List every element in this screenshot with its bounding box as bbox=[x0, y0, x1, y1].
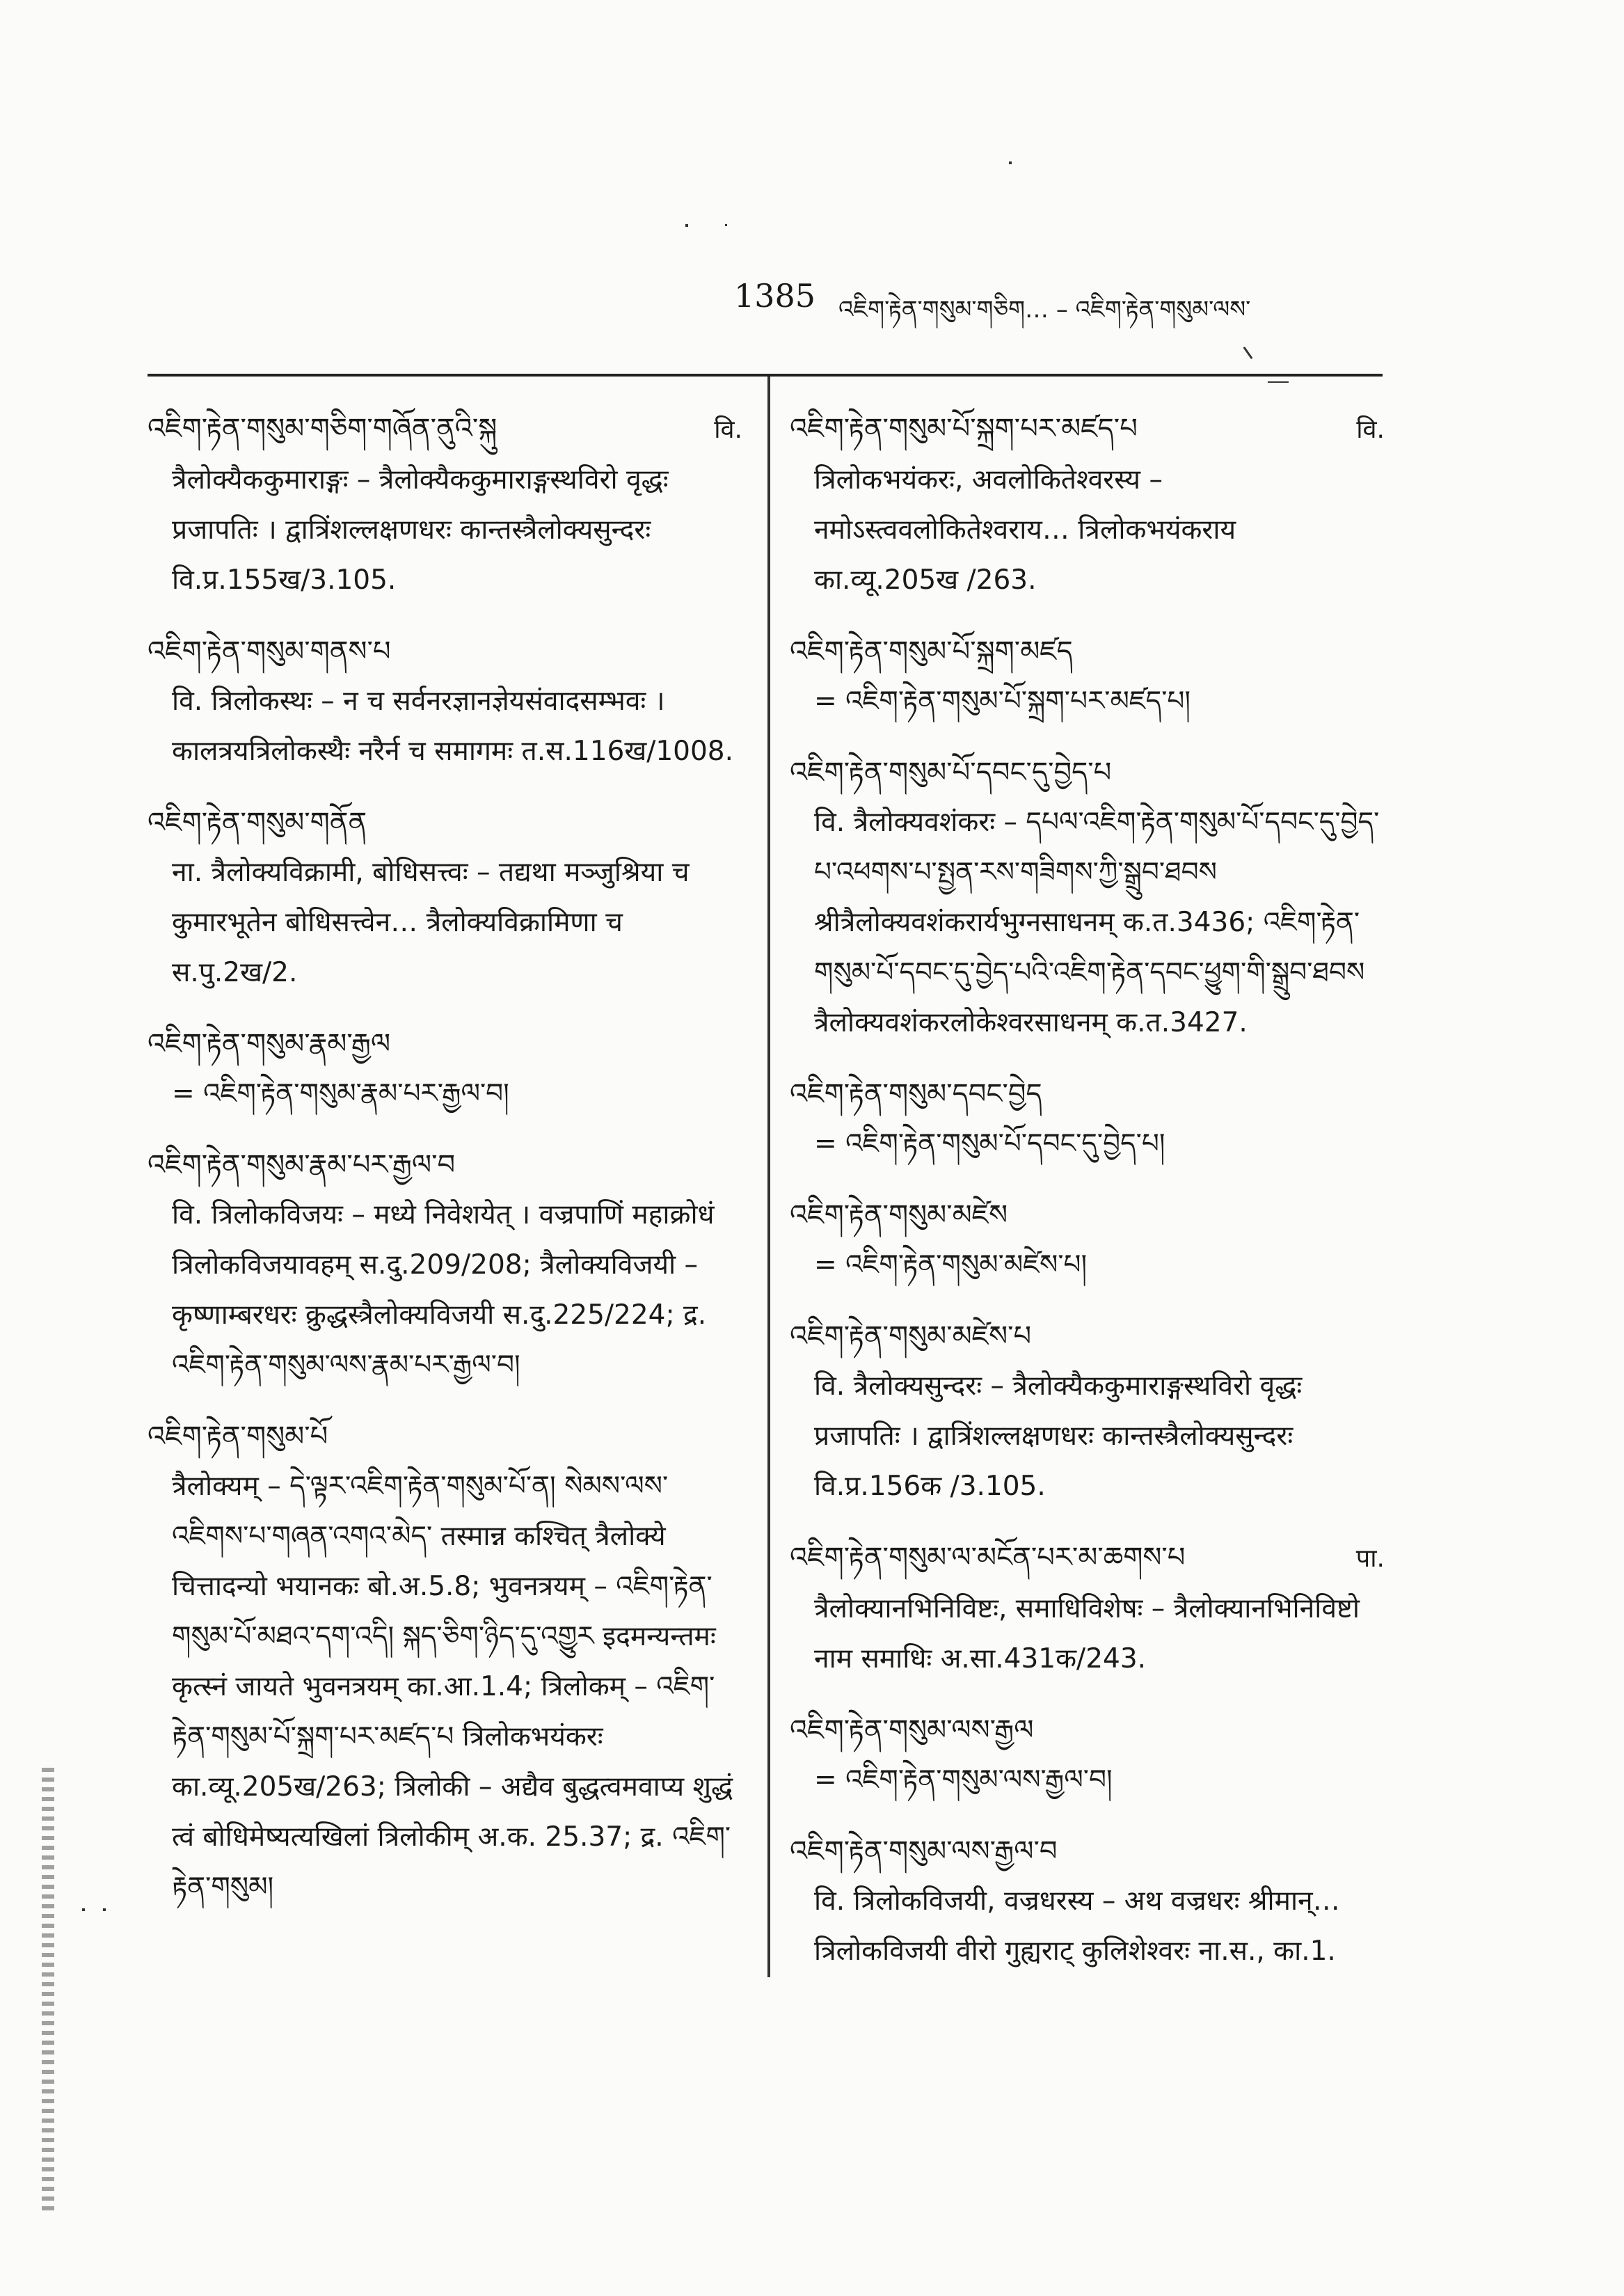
left-column bbox=[148, 404, 742, 1933]
column-divider bbox=[767, 377, 770, 1977]
headword: འཇིག་རྟེན་གསུམ་གནས་པ bbox=[148, 635, 391, 667]
dictionary-entry bbox=[790, 1705, 1385, 1805]
entry-headline bbox=[148, 1019, 742, 1069]
entry-definition: = འཇིག་རྟེན་གསུམ་མཛེས་པ། bbox=[814, 1249, 1088, 1281]
entry-headline bbox=[790, 1705, 1385, 1755]
headword: འཇིག་རྟེན་གསུམ་ལས་རྒྱལ་བ bbox=[790, 1835, 1058, 1867]
headword: འཇིག་རྟེན་གསུམ་པོ་དབང་དུ་བྱེད་པ bbox=[790, 757, 1112, 789]
scan-speck bbox=[725, 224, 727, 226]
entry-headline bbox=[148, 798, 742, 848]
scan-speck bbox=[1268, 381, 1289, 383]
headword: འཇིག་རྟེན་གསུམ་ལ་མངོན་པར་མ་ཆགས་པ bbox=[790, 1542, 1186, 1574]
headword: འཇིག་རྟེན་གསུམ་མཛེས་པ bbox=[790, 1320, 1032, 1352]
entry-headline bbox=[148, 626, 742, 676]
dictionary-entry bbox=[790, 747, 1385, 1048]
entry-headline bbox=[790, 1190, 1385, 1240]
entry-definition: वि. त्रैलोक्यवशंकरः – དཔལ་འཇིག་རྟེན་གསུམ་པོ་དབང་དུ་བྱེད་པ་འཕགས་པ་སྤྱན་རས་གཟིགས་ཀྱི་སྒྲུབ་ཐབས श्रीत्रैलोक्यवशंकरार्यभुग्नसाधनम् क.त.3436; འཇིག་རྟེན་གསུམ་པོ་དབང་དུ་བྱེད་པའི་འཇིག་རྟེན་དབང་ཕྱུག་གི་སྒྲུབ་ཐབས त्रैलोक्यवशंकरलोकेश्वरसाधनम् क.त.3427. bbox=[814, 807, 1380, 1038]
headword: འཇིག་རྟེན་གསུམ་པོ་སྐྲག་མཛད bbox=[790, 635, 1073, 667]
entry-headline bbox=[148, 1140, 742, 1190]
page-number: 1385 bbox=[734, 277, 816, 315]
entry-definition: वि. त्रिलोकविजयी, वज्रधरस्य – अथ वज्रधरः श्रीमान्… त्रिलोकविजयी वीरो गुह्यराट् कुलिशेश्वरः ना.स., का.1. bbox=[814, 1885, 1340, 1967]
scan-speck bbox=[685, 224, 688, 227]
entry-definition: = འཇིག་རྟེན་གསུམ་ལས་རྒྱལ་བ། bbox=[814, 1764, 1113, 1796]
guide-words: འཇིག་རྟེན་གསུམ་གཅིག… – འཇིག་རྟེན་གསུམ་ལས་ bbox=[838, 296, 1251, 324]
scan-margin-shadow bbox=[42, 1768, 54, 2213]
entry-definition: = འཇིག་རྟེན་གསུམ་པོ་དབང་དུ་བྱེད་པ། bbox=[814, 1128, 1165, 1159]
dictionary-entry bbox=[148, 1140, 742, 1391]
dictionary-entry bbox=[790, 1190, 1385, 1290]
entry-headline bbox=[148, 1411, 742, 1462]
grammar-label: वि. bbox=[714, 415, 742, 444]
dictionary-entry bbox=[148, 626, 742, 777]
dictionary-entry bbox=[790, 1311, 1385, 1512]
headword: འཇིག་རྟེན་གསུམ་པོ bbox=[148, 1420, 328, 1452]
dictionary-entry bbox=[148, 1019, 742, 1119]
dictionary-entry bbox=[790, 1826, 1385, 1977]
entry-definition: त्रैलोक्यैककुमाराङ्गः – त्रैलोक्यैककुमाराङ्गस्थविरो वृद्धः प्रजापतिः । द्वात्रिंशल्लक्षणधरः कान्तस्त्रैलोक्यसुन्दरः वि.प्र.155ख/3.105. bbox=[172, 464, 669, 596]
entry-definition: त्रिलोकभयंकरः, अवलोकितेश्वरस्य – नमोऽस्त्ववलोकितेश्वराय… त्रिलोकभयंकराय का.व्यू.205ख /263. bbox=[814, 464, 1236, 596]
grammar-label: पा. bbox=[1355, 1544, 1385, 1573]
headword: འཇིག་རྟེན་གསུམ་རྣམ་པར་རྒྱལ་བ bbox=[148, 1149, 456, 1181]
dictionary-entry bbox=[148, 1411, 742, 1913]
entry-headline bbox=[790, 1533, 1385, 1584]
entry-headline bbox=[148, 404, 742, 455]
page-header bbox=[734, 277, 1395, 326]
headword: འཇིག་རྟེན་གསུམ་དབང་བྱེད bbox=[790, 1078, 1042, 1110]
dictionary-entry bbox=[790, 404, 1385, 605]
entry-definition: त्रैलोक्यानभिनिविष्टः, समाधिविशेषः – त्रैलोक्यानभिनिविष्टो नाम समाधिः अ.सा.431क/243. bbox=[814, 1593, 1360, 1675]
entry-headline bbox=[790, 404, 1385, 455]
entry-definition: = འཇིག་རྟེན་གསུམ་རྣམ་པར་རྒྱལ་བ། bbox=[172, 1078, 509, 1109]
headword: འཇིག་རྟེན་གསུམ་རྣམ་རྒྱལ bbox=[148, 1028, 391, 1060]
entry-headline bbox=[790, 1826, 1385, 1876]
headword: འཇིག་རྟེན་གསུམ་པོ་སྐྲག་པར་མཛད་པ bbox=[790, 413, 1138, 445]
entry-definition: वि. त्रिलोकविजयः – मध्ये निवेशयेत् । वज्रपाणिं महाक्रोधं त्रिलोकविजयावहम् स.दु.209/208; त्रैलोक्यविजयी – कृष्णाम्बरधरः क्रुद्धस्त्रैलोक्यविजयी स.दु.225/224; द्र. འཇིག་རྟེན་གསུམ་ལས་རྣམ་པར་རྒྱལ་བ། bbox=[172, 1199, 715, 1381]
headword: འཇིག་རྟེན་གསུམ་ལས་རྒྱལ bbox=[790, 1714, 1034, 1746]
entry-definition: = འཇིག་རྟེན་གསུམ་པོ་སྐྲག་པར་མཛད་པ། bbox=[814, 686, 1191, 717]
entry-definition: वि. त्रैलोक्यसुन्दरः – त्रैलोक्यैककुमाराङ्गस्थविरो वृद्धः प्रजापतिः । द्वात्रिंशल्लक्षणधरः कान्तस्त्रैलोक्यसुन्दरः वि.प्र.156क /3.105. bbox=[814, 1370, 1303, 1502]
dictionary-entry bbox=[148, 798, 742, 998]
scan-speck bbox=[103, 1908, 106, 1911]
entry-definition: त्रैलोक्यम् – དེ་ལྟར་འཇིག་རྟེན་གསུམ་པོ་ན། སེམས་ལས་འཇིགས་པ་གཞན་འགའ་མེད་ तस्मान्न कश्चित् त्रैलोक्ये चित्तादन्यो भयानकः बो.अ.5.8; भुवनत्रयम् – འཇིག་རྟེན་གསུམ་པོ་མཐའ་དག་འདི། སྐད་ཅིག་ཉིད་དུ་འགྱུར इदमन्यन्तमः कृत्स्नं जायते भुवनत्रयम् का.आ.1.4; त्रिलोकम् – འཇིག་རྟེན་གསུམ་པོ་སྐྲག་པར་མཛད་པ त्रिलोकभयंकरः का.व्यू.205ख/263; त्रिलोकी – अद्यैव बुद्धत्वमवाप्य शुद्धं त्वं बोधिमेष्यत्यखिलां त्रिलोकीम् अ.क. 25.37; द्र. འཇིག་རྟེན་གསུམ། bbox=[172, 1471, 733, 1903]
entry-headline bbox=[790, 1311, 1385, 1361]
dictionary-entry bbox=[790, 1533, 1385, 1684]
dictionary-entry bbox=[790, 626, 1385, 727]
grammar-label: वि. bbox=[1356, 415, 1385, 444]
right-column bbox=[790, 404, 1385, 1997]
headword: འཇིག་རྟེན་གསུམ་གཅིག་གཞོན་ནུའི་སྐུ bbox=[148, 413, 497, 445]
scan-speck bbox=[1009, 161, 1012, 164]
entry-definition: ना. त्रैलोक्यविक्रामी, बोधिसत्त्वः – तद्यथा मञ्जुश्रिया च कुमारभूतेन बोधिसत्त्वेन… त्रैलोक्यविक्रामिणा च स.पु.2ख/2. bbox=[172, 857, 690, 988]
scan-speck bbox=[82, 1908, 85, 1911]
entry-headline bbox=[790, 747, 1385, 798]
headword: འཇིག་རྟེན་གསུམ་གནོན bbox=[148, 807, 367, 839]
headword: འཇིག་རྟེན་གསུམ་མཛེས bbox=[790, 1199, 1008, 1231]
dictionary-entry bbox=[790, 1069, 1385, 1169]
entry-headline bbox=[790, 626, 1385, 676]
entry-headline bbox=[790, 1069, 1385, 1119]
entry-definition: वि. त्रिलोकस्थः – न च सर्वनरज्ञानज्ञेयसंवादसम्भवः । कालत्रयत्रिलोकस्थैः नरैर्न च समागमः त.स.116ख/1008. bbox=[172, 686, 734, 767]
dictionary-entry bbox=[148, 404, 742, 605]
header-rule bbox=[148, 374, 1383, 377]
